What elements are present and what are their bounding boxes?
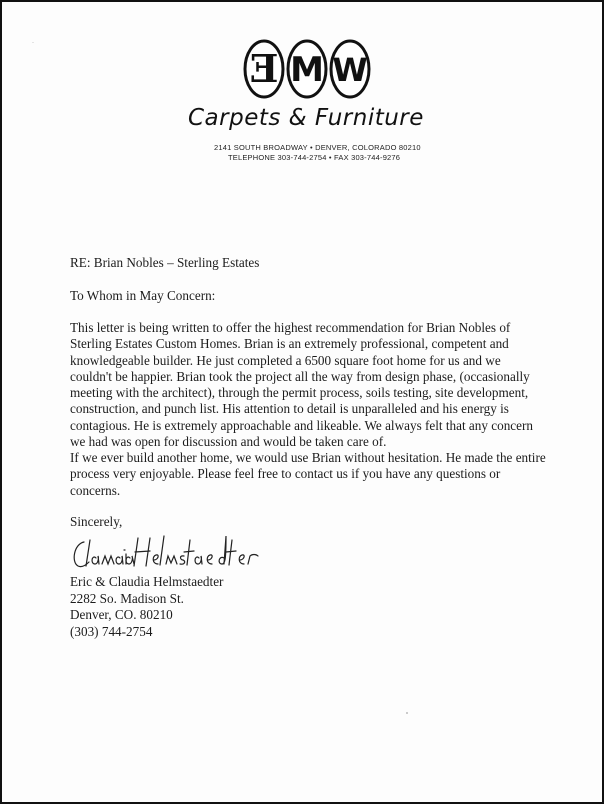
body-paragraph-2: If we ever build another home, we would use Brian without hesitation. He made the entire process very enjoyable. Please feel free to contact us if you have any questions or concerns. [70,450,546,498]
sender-phone: (303) 744-2754 [70,623,153,639]
scan-speck [406,712,408,714]
sender-block [70,574,223,640]
sender-street: 2282 So. Madison St. [70,590,184,606]
closing: Sincerely, [70,514,123,529]
sender-name: Eric & Claudia Helmstaedter [70,574,224,589]
company-name: Carpets & Furniture [188,105,424,131]
emw-monogram-logo [242,38,372,100]
company-phone-fax: TELEPHONE 303-744-2754 • FAX 303-744-9276 [228,153,401,162]
svg-text:M: M [290,50,324,90]
svg-text:E: E [249,46,279,91]
re-line: RE: Brian Nobles – Sterling Estates [70,255,260,270]
body-paragraph-1: This letter is being written to offer the highest recommendation for Brian Nobles of Sterling Estates Custom Homes. Brian is an extremely professional, competent and knowledgeable builder. He just completed a 6500 square foot home for us and we couldn't be happier. Brian took the project all the way from design phase, (occasionally meeting with the architect), through the permit process, soils testing, site development, construction, and punch list. His attention to detail is unparalleled and his energy is contagious. He is extremely approachable and likeable. We always felt that any concern we had was open for discussion and would be taken care of. [70,320,534,450]
handwritten-signature [68,532,268,572]
sender-city: Denver, CO. 80210 [70,607,173,623]
salutation: To Whom in May Concern: [70,288,216,303]
company-address: 2141 SOUTH BROADWAY • DENVER, COLORADO 80210 [214,143,421,152]
scan-speck [32,42,34,43]
svg-text:W: W [332,51,368,89]
